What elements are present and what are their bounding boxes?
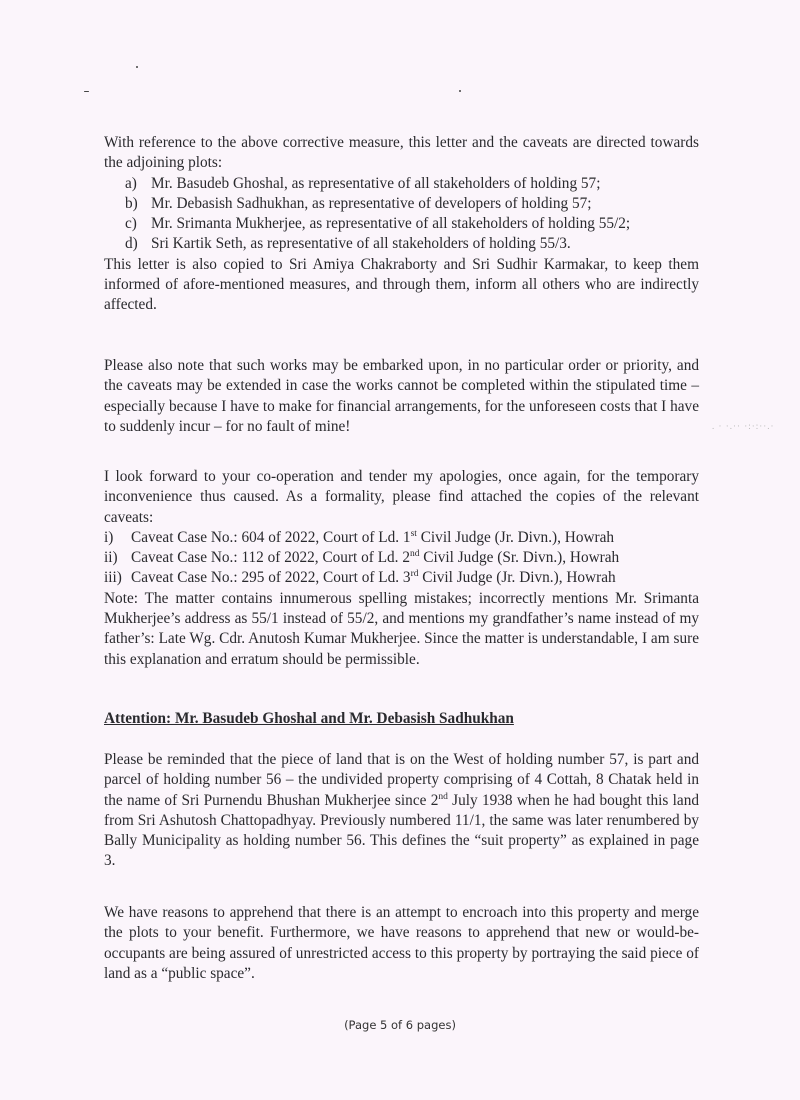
reminder-text-after: July 1938 when he had bought this land from Sri Ashutosh Chattopadhyay. Previously numbered 11/1, the same was later renumbered by Bally Municipality as holding number 56. This defines the “suit property” as explained in page 3. [104,791,700,870]
intro-paragraph: With reference to the above corrective measure, this letter and the caveats are directed towards the adjoining plots: [104,134,699,172]
list-marker: iii) [104,569,122,587]
caveat-text [131,568,616,588]
note-paragraph: Please also note that such works may be embarked upon, in no particular order or priority, and the caveats may be extended in case the works cannot be completed within the stipulated time – especially because I have to make for financial arrangements, for the unforeseen costs that I have to suddenly incur – for no fault of mine! [104,357,699,435]
copied-paragraph: This letter is also copied to Sri Amiya Chakraborty and Sri Sudhir Karmakar, to keep them informed of afore-mentioned measures, and through them, inform all others who are indirectly affected. [104,255,699,314]
list-marker: b) [125,194,138,212]
caveat-text [131,548,619,568]
scan-speck [459,90,461,92]
list-item [104,194,699,214]
caveat-item [104,528,699,548]
caveat-item [104,568,699,588]
caveat-prefix: Caveat Case No.: 604 of 2022, Court of Ld. 1 [131,528,411,546]
list-item-text: Sri Kartik Seth, as representative of all stakeholders of holding 55/3. [151,235,571,253]
list-marker: c) [125,215,137,233]
caveats-paragraph: I look forward to your co-operation and tender my apologies, once again, for the temporary inconvenience thus caused. As a formality, please find attached the copies of the relevant caveats: [104,468,699,526]
list-item-text: Mr. Basudeb Ghoshal, as representative of all stakeholders of holding 57; [151,174,601,192]
list-item-text: Mr. Debasish Sadhukhan, as representative of developers of holding 57; [151,194,592,212]
intro-section [104,133,699,316]
erratum-note: Note: The matter contains innumerous spelling mistakes; incorrectly mentions Mr. Srimanta Mukherjee’s address as 55/1 instead of 55/2, and mentions my grandfather’s name instead of my father’s: Late Wg. Cdr. Anutosh Kumar Mukherjee. Since the matter is understandable, I am sure this explanation and erratum should be permissible. [104,589,699,668]
caveat-prefix: Caveat Case No.: 112 of 2022, Court of Ld. 2 [131,549,410,567]
list-marker: d) [125,235,138,253]
list-item [104,214,699,234]
scan-smudge: . · ·.·· ·:·:··.· [712,421,775,431]
ordinal-suffix: st [410,528,417,539]
caveat-prefix: Caveat Case No.: 295 of 2022, Court of Ld. 3 [131,569,411,587]
caveat-text [131,528,614,548]
reminder-paragraph [104,750,699,872]
list-marker: ii) [104,549,118,567]
list-item [104,174,699,194]
ordinal-suffix: nd [438,791,448,802]
note-section [104,356,699,437]
ordinal-suffix: nd [409,549,420,560]
caveats-list [104,528,699,589]
encroach-section [104,903,699,984]
ordinal-suffix: rd [410,569,419,580]
list-item [104,234,699,254]
caveat-suffix: Civil Judge (Jr. Divn.), Howrah [416,528,615,546]
attention-heading: Attention: Mr. Basudeb Ghoshal and Mr. Debasish Sadhukhan [104,710,514,727]
list-marker: i) [104,528,114,546]
caveat-item [104,548,699,568]
reminder-text-before: Please be reminded that the piece of land that is on the West of holding number 57, is part and parcel of holding number 56 – the undivided property comprising of 4 Cottah, 8 Chatak held in the name of Sri Purnendu Bhushan Mukherjee since 2 [104,751,699,809]
caveat-suffix: Civil Judge (Jr. Divn.), Howrah [418,569,616,587]
scan-speck [136,66,138,68]
list-marker: a) [125,174,137,192]
encroach-paragraph: We have reasons to apprehend that there is an attempt to encroach into this property and merge the plots to your benefit. Furthermore, we have reasons to apprehend that new or would-be-occupants are being assured of unrestricted access to this property by portraying the said piece of land as a “public space”. [104,904,699,982]
caveat-suffix: Civil Judge (Sr. Divn.), Howrah [419,549,620,567]
recipients-list [104,174,699,255]
attention-section [104,709,699,729]
scan-speck [84,91,89,92]
page-number-footer: (Page 5 of 6 pages) [344,1018,456,1032]
reminder-section [104,750,699,872]
caveats-section [104,467,699,670]
list-item-text: Mr. Srimanta Mukherjee, as representative of all stakeholders of holding 55/2; [151,215,631,233]
